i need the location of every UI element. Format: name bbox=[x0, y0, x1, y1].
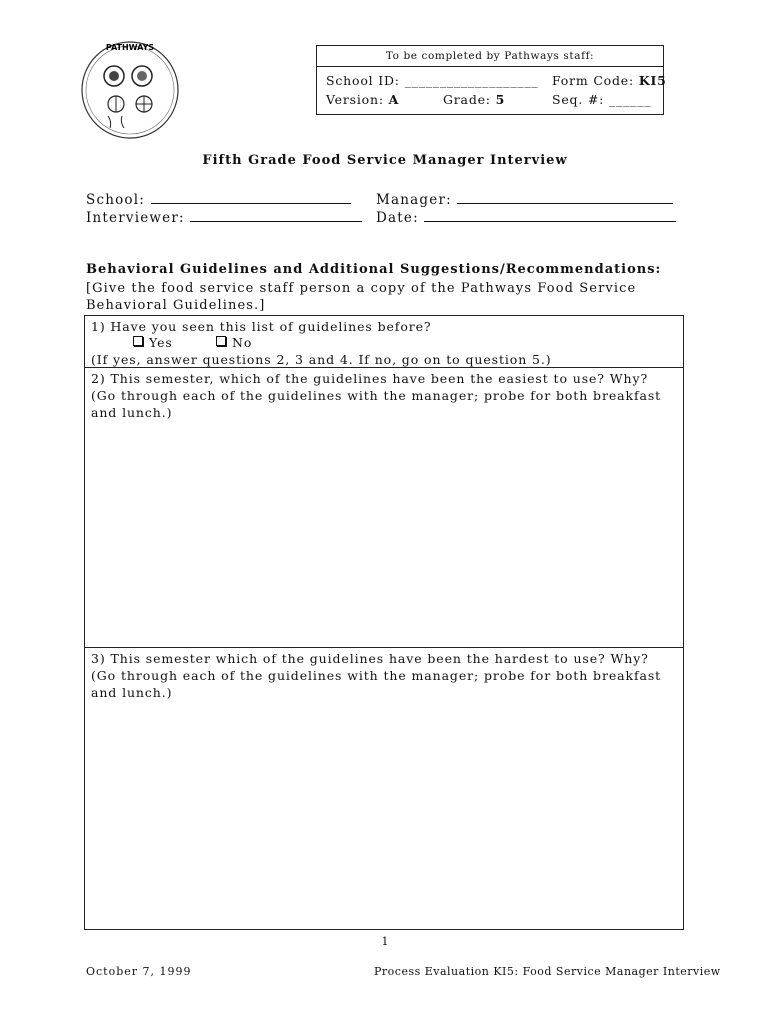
form-code-label: Form Code: bbox=[552, 73, 635, 88]
no-checkbox[interactable] bbox=[216, 336, 226, 346]
question-3-text: 3) This semester which of the guidelines have been the hardest to use? Why? (Go through each of the guidelines with the manager; probe for both breakfast and lunch.) bbox=[91, 651, 662, 700]
question-1-text: 1) Have you seen this list of guidelines before? bbox=[91, 319, 432, 334]
interviewer-line[interactable] bbox=[190, 209, 362, 222]
date-label: Date: bbox=[376, 210, 419, 226]
no-option[interactable] bbox=[216, 335, 252, 350]
interviewer-label: Interviewer: bbox=[86, 210, 185, 226]
no-label: No bbox=[232, 335, 253, 350]
question-2-box[interactable] bbox=[84, 367, 684, 648]
page-title: Fifth Grade Food Service Manager Interview bbox=[202, 153, 568, 168]
footer-doc-title: Process Evaluation KI5: Food Service Manager Interview bbox=[374, 965, 721, 978]
seq-blank: ______ bbox=[608, 92, 652, 107]
staff-box-header: To be completed by Pathways staff: bbox=[317, 46, 663, 67]
question-2-text: 2) This semester, which of the guidelines have been the easiest to use? Why? (Go through each of the guidelines with the manager; probe for both breakfast and lunch.) bbox=[91, 371, 662, 420]
logo-text: PATHWAYS bbox=[105, 43, 155, 52]
school-label: School: bbox=[86, 192, 146, 208]
question-1-box bbox=[84, 315, 684, 368]
yes-option[interactable] bbox=[133, 335, 173, 350]
date-line[interactable] bbox=[424, 209, 676, 222]
staff-row-1 bbox=[326, 73, 667, 88]
school-line[interactable] bbox=[151, 191, 351, 204]
section-instruction: [Give the food service staff person a copy of the Pathways Food Service Behavioral Guidelines.] bbox=[86, 281, 637, 313]
yes-checkbox[interactable] bbox=[133, 336, 143, 346]
staff-info-box bbox=[316, 45, 667, 115]
version-label: Version: bbox=[326, 92, 384, 107]
form-code-value: KI5 bbox=[638, 73, 667, 88]
seq-label: Seq. #: bbox=[552, 92, 605, 107]
section-title: Behavioral Guidelines and Additional Suggestions/Recommendations: bbox=[86, 262, 662, 277]
question-1-note: (If yes, answer questions 2, 3 and 4. If no, go on to question 5.) bbox=[91, 352, 552, 367]
yes-label: Yes bbox=[149, 335, 173, 350]
grade-label: Grade: bbox=[443, 92, 491, 107]
form-code bbox=[552, 73, 667, 88]
version-value: A bbox=[388, 92, 400, 107]
school-id-blank: ___________________ bbox=[404, 73, 539, 88]
interviewer-field bbox=[86, 209, 362, 226]
pathways-logo bbox=[78, 36, 182, 140]
school-field bbox=[86, 191, 351, 208]
question-3-box[interactable] bbox=[84, 647, 684, 930]
manager-field bbox=[376, 191, 673, 208]
grade-value: 5 bbox=[495, 92, 506, 107]
date-field bbox=[376, 209, 676, 226]
page-number: 1 bbox=[381, 935, 389, 948]
manager-label: Manager: bbox=[376, 192, 452, 208]
footer-date: October 7, 1999 bbox=[86, 965, 192, 978]
staff-row-2 bbox=[326, 92, 652, 107]
seq bbox=[552, 92, 651, 107]
grade bbox=[443, 92, 505, 107]
school-id-label: School ID: bbox=[326, 73, 400, 88]
manager-line[interactable] bbox=[457, 191, 673, 204]
